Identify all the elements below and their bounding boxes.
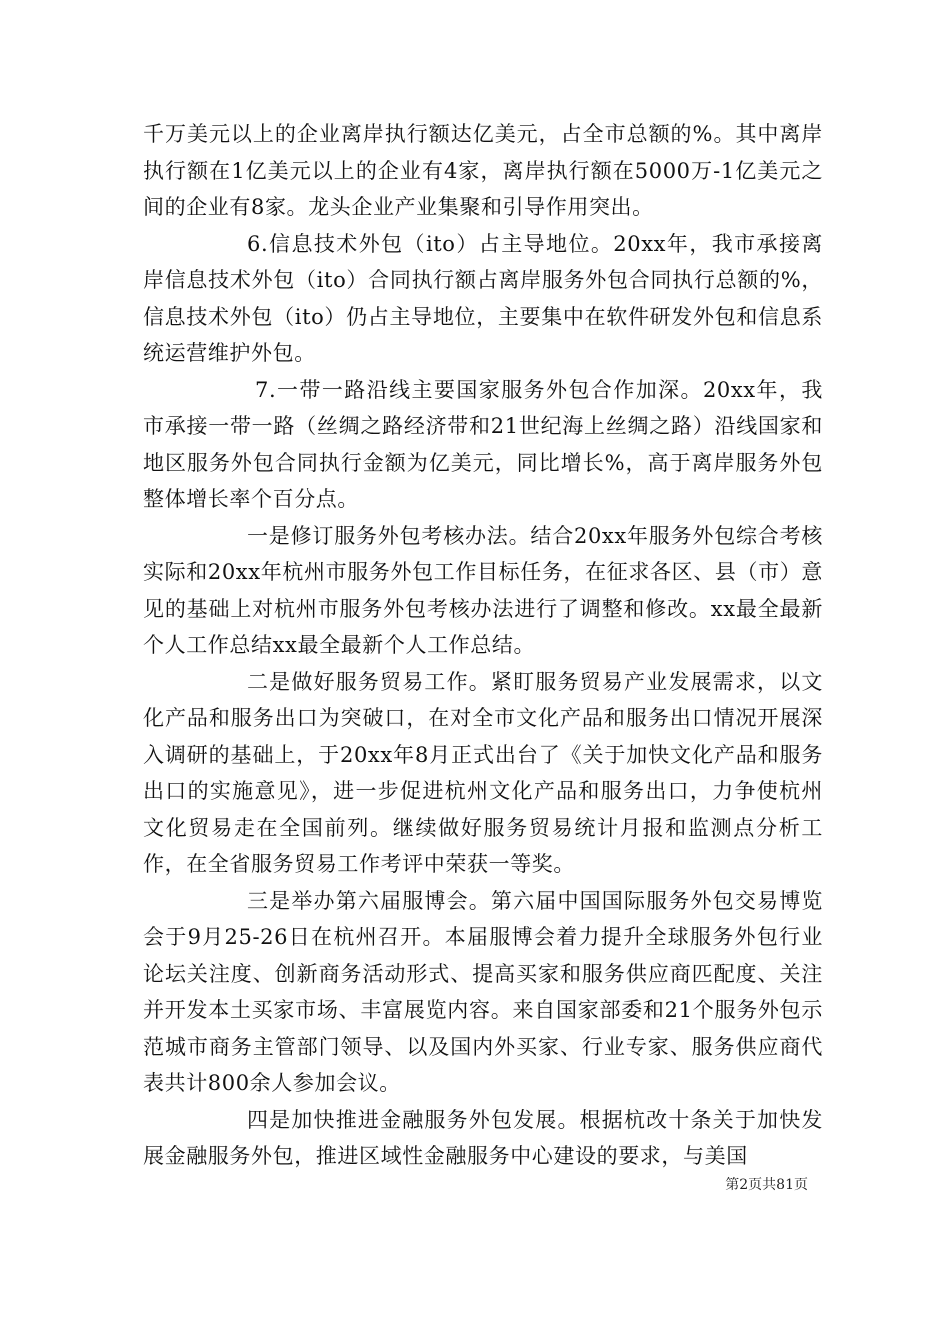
paragraph-service-trade: 二是做好服务贸易工作。紧盯服务贸易产业发展需求，以文化产品和服务出口为突破口，在对全市文化产品和服务出口情况开展深入调研的基础上，于20xx年8月正式出台了《关于加快文化产品和服务出口的实施意见》，进一步促进杭州文化产品和服务出口，力争使杭州文化贸易走在全国前列。继续做好服务贸易统计月报和监测点分析工作，在全省服务贸易工作考评中荣获一等奖。 — [143, 669, 823, 876]
paragraph-ito: 6.信息技术外包（ito）占主导地位。20xx年，我市承接离岸信息技术外包（ito）合同执行额占离岸服务外包合同执行总额的%，信息技术外包（ito）仍占主导地位，主要集中在软件研发外包和信息系统运营维护外包。 — [143, 231, 823, 365]
paragraph-expo: 三是举办第六届服博会。第六届中国国际服务外包交易博览会于9月25-26日在杭州召开。本届服博会着力提升全球服务外包行业论坛关注度、创新商务活动形式、提高买家和服务供应商匹配度、关注并开发本土买家市场、丰富展览内容。来自国家部委和21个服务外包示范城市商务主管部门领导、以及国内外买家、行业专家、服务供应商代表共计800余人参加会议。 — [143, 888, 823, 1095]
paragraph-assessment: 一是修订服务外包考核办法。结合20xx年服务外包综合考核实际和20xx年杭州市服务外包工作目标任务，在征求各区、县（市）意见的基础上对杭州市服务外包考核办法进行了调整和修改。xx最全最新个人工作总结xx最全最新个人工作总结。 — [143, 523, 823, 657]
document-body — [143, 116, 823, 1175]
paragraph-finance: 四是加快推进金融服务外包发展。根据杭改十条关于加快发展金融服务外包，推进区域性金融服务中心建设的要求，与美国 — [143, 1107, 823, 1168]
paragraph-belt-road: 7.一带一路沿线主要国家服务外包合作加深。20xx年，我市承接一带一路（丝绸之路经济带和21世纪海上丝绸之路）沿线国家和地区服务外包合同执行金额为亿美元，同比增长%，高于离岸服务外包整体增长率个百分点。 — [143, 377, 823, 511]
paragraph-continuation: 千万美元以上的企业离岸执行额达亿美元，占全市总额的%。其中离岸执行额在1亿美元以上的企业有4家，离岸执行额在5000万-1亿美元之间的企业有8家。龙头企业产业集聚和引导作用突出。 — [143, 122, 823, 219]
page-number: 第2页共81页 — [725, 1177, 808, 1193]
